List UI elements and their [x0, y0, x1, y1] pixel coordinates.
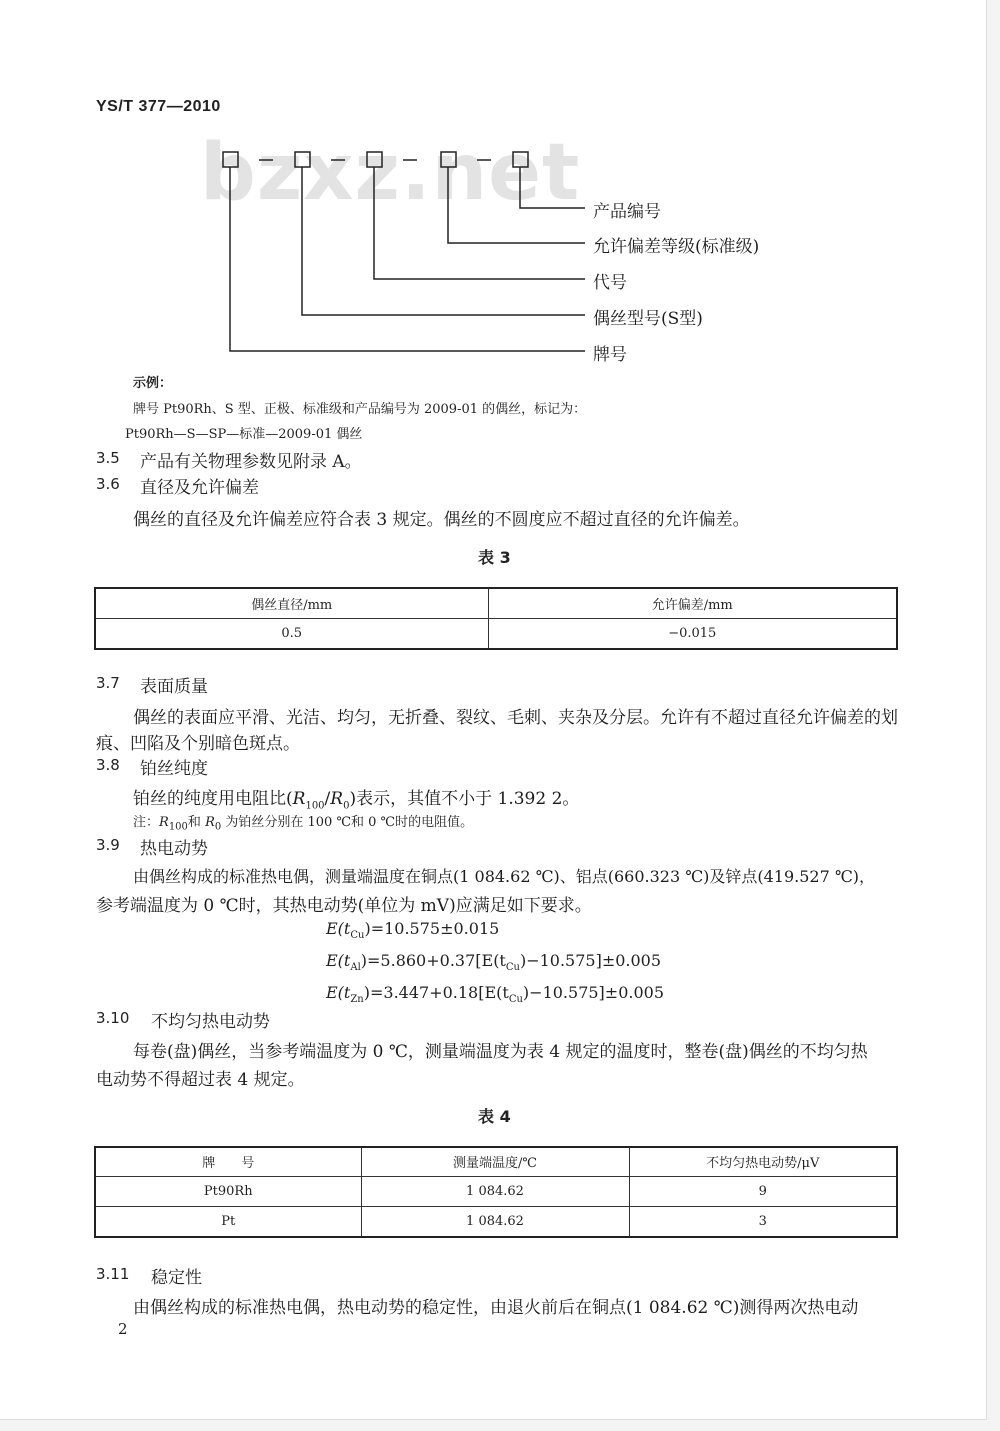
table-4-header-temperature: 测量端温度/℃ [361, 1147, 629, 1176]
section-3-5-number: 3.5 [96, 449, 120, 467]
table-row [95, 618, 897, 649]
table-4-header-grade: 牌 号 [95, 1147, 361, 1176]
label-grade-mark: 牌号 [593, 345, 627, 365]
section-3-7-text-1: 偶丝的表面应平滑、光洁、均匀，无折叠、裂纹、毛刺、夹杂及分层。允许有不超过直径允许偏差的划 [133, 708, 898, 728]
section-3-7-number: 3.7 [96, 674, 120, 692]
table-3-header-tolerance: 允许偏差/mm [488, 588, 897, 618]
table-4-header-emf: 不均匀热电动势/μV [629, 1147, 897, 1176]
table-row [95, 1206, 897, 1237]
standard-code: YS/T 377—2010 [96, 98, 221, 115]
section-3-8-text: 铂丝的纯度用电阻比$(R_{100}/R_0)$表示，其值不小于 1.392 2。 [133, 789, 580, 812]
section-3-6-text: 偶丝的直径及允许偏差应符合表 3 规定。偶丝的不圆度应不超过直径的允许偏差。 [133, 510, 750, 530]
formula-copper: $E(t_{Cu})=10.575\pm 0.015$ [326, 919, 500, 942]
label-tolerance-grade: 允许偏差等级(标准级) [593, 237, 760, 257]
table-3-caption: 表 3 [478, 548, 511, 567]
table-4-cell: Pt90Rh [95, 1176, 361, 1206]
label-product-number: 产品编号 [593, 202, 661, 222]
section-3-7-title: 表面质量 [140, 677, 208, 697]
table-4-cell: 1 084.62 [361, 1176, 629, 1206]
table-row [95, 1176, 897, 1206]
section-3-8-note: 注：$R_{100}$和 $R_0$ 为铂丝分别在 100 ℃和 0 ℃时的电阻值。 [133, 815, 474, 833]
table-4 [94, 1146, 898, 1238]
table-3-header-row [95, 588, 897, 618]
section-3-6-title: 直径及允许偏差 [140, 478, 259, 498]
section-3-11-title: 稳定性 [151, 1268, 202, 1288]
section-3-5-text: 产品有关物理参数见附录 A。 [140, 452, 362, 472]
section-3-10-title: 不均匀热电动势 [151, 1012, 270, 1032]
watermark: bzxz.net [200, 128, 581, 218]
section-3-8-title: 铂丝纯度 [140, 759, 208, 779]
box-code [367, 152, 382, 167]
section-3-10-number: 3.10 [96, 1009, 130, 1027]
page-number: 2 [118, 1320, 128, 1338]
table-4-cell: 9 [629, 1176, 897, 1206]
table-4-cell: 1 084.62 [361, 1206, 629, 1237]
section-3-9-title: 热电动势 [140, 839, 208, 859]
table-4-caption: 表 4 [478, 1107, 511, 1126]
label-code: 代号 [593, 273, 627, 293]
table-4-cell: 3 [629, 1206, 897, 1237]
box-wire-type [295, 152, 310, 167]
box-grade-mark [223, 152, 238, 167]
table-3 [94, 587, 898, 650]
section-3-10-text-2: 电动势不得超过表 4 规定。 [96, 1070, 305, 1090]
example-line-1: 牌号 Pt90Rh、S 型、正极、标准级和产品编号为 2009-01 的偶丝，标记为： [133, 402, 587, 417]
table-3-cell: −0.015 [488, 618, 897, 649]
table-4-header-row [95, 1147, 897, 1176]
formula-aluminium: $E(t_{Al})=5.860+0.37[E(t_{Cu})-10.575]\pm 0.005$ [326, 951, 662, 974]
box-tolerance-grade [441, 152, 456, 167]
example-line-2: Pt90Rh—S—SP—标准—2009-01 偶丝 [125, 427, 363, 442]
section-3-11-number: 3.11 [96, 1265, 130, 1283]
table-3-header-diameter: 偶丝直径/mm [95, 588, 488, 618]
table-3-cell: 0.5 [95, 618, 488, 649]
section-3-8-number: 3.8 [96, 756, 120, 774]
section-3-7-text-2: 痕、凹陷及个别暗色斑点。 [96, 734, 300, 754]
formula-zinc: $E(t_{Zn})=3.447+0.18[E(t_{Cu})-10.575]\pm 0.005$ [326, 983, 665, 1006]
section-3-9-text-2: 参考端温度为 0 ℃时，其热电动势(单位为 mV)应满足如下要求。 [96, 896, 592, 916]
section-3-11-text-1: 由偶丝构成的标准热电偶，热电动势的稳定性，由退火前后在铜点(1 084.62 ℃)测得两次热电动 [133, 1298, 859, 1318]
section-3-6-number: 3.6 [96, 475, 120, 493]
section-3-10-text-1: 每卷(盘)偶丝，当参考端温度为 0 ℃，测量端温度为表 4 规定的温度时，整卷(盘)偶丝的不均匀热 [133, 1042, 868, 1062]
label-wire-type: 偶丝型号(S型) [593, 309, 703, 329]
table-4-cell: Pt [95, 1206, 361, 1237]
section-3-9-number: 3.9 [96, 836, 120, 854]
marking-diagram [215, 140, 615, 360]
box-product-number [513, 152, 528, 167]
section-3-9-text-1: 由偶丝构成的标准热电偶，测量端温度在铜点(1 084.62 ℃)、铝点(660.323 ℃)及锌点(419.527 ℃)， [133, 867, 875, 886]
example-title: 示例： [133, 376, 173, 391]
